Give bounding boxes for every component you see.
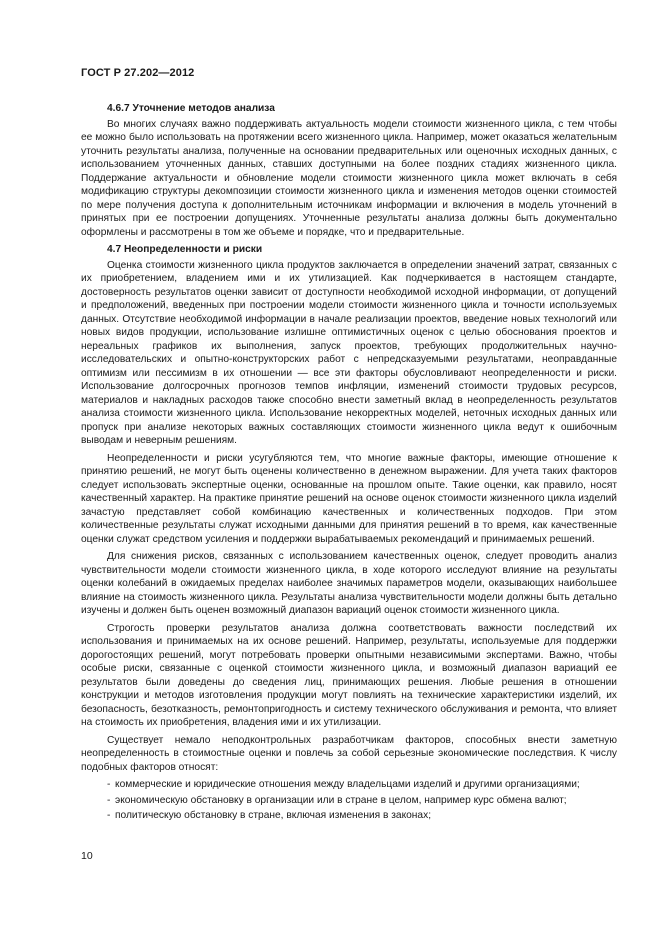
standard-header: ГОСТ Р 27.202—2012 <box>81 67 195 79</box>
list-item: - экономическую обстановку в организации или в стране в целом, например курс обмена валют; <box>81 794 617 808</box>
list-item: - коммерческие и юридические отношения между владельцами изделий и другими организациями; <box>81 778 617 792</box>
paragraph: Строгость проверки результатов анализа должна соответствовать важности последствий их использования и принимаемых на их основе решений. Например, результаты, используемые для поддержки дорогостоящих решений, могут потребовать проверки опытными независимыми экспертами. Важно, чтобы особые риски, связанные с оценкой стоимости жизненного цикла, и возможный диапазон вариаций ее результатов были доведены до сведения лиц, принимающих решения. Любые решения в отношении конструкции и методов изготовления продукции могут повлиять на технические характеристики изделий, их безопасность, безотказность, ремонтопригодность и систему технического обслуживания и ремонта, что влияет на стоимость их приобретения, владения ими и их утилизации. <box>81 622 617 728</box>
paragraph: Во многих случаях важно поддерживать актуальность модели стоимости жизненного цикла, с тем чтобы ее можно было использовать на протяжении всего жизненного цикла. Например, может оказаться желательным уточнить результаты анализа, полученные на основании предварительных или оценочных исходных данных, с использованием уточненных данных, ставших доступными на более поздних стадиях жизненного цикла. Поддержание актуальности и обновление модели стоимости жизненного цикла может включать в себя модификацию структуры декомпозиции стоимости жизненного цикла и изменения методов оценки стоимостей по мере получения доступа к дополнительным источникам информации и включения в модель уточнений в принятых при ее построении допущениях. Уточненные результаты анализа должны быть документально оформлены и рассмотрены в том же объеме и порядке, что и предварительные. <box>81 118 617 238</box>
factor-list <box>81 778 617 823</box>
section-heading-4-7: 4.7 Неопределенности и риски <box>107 244 263 255</box>
paragraph: Оценка стоимости жизненного цикла продуктов заключается в определении значений затрат, связанных с их приобретением, владением ими и их утилизацией. Как подчеркивается в настоящем стандарте, достоверность результатов оценки зависит от доступности необходимой исходной информации, от допущений и предположений, введенных при построении модели стоимости жизненного цикла и точности используемых данных. Отсутствие необходимой информации в начале реализации проектов, введение новых технологий или новых видов продукции, использование излишне оптимистичных оценок с целью обоснования проектов и нереальных графиков их выполнения, запуск проектов, требующих продолжительных научно-исследовательских и опытно-конструкторских работ с непредсказуемыми результатами, неоправданные оптимизм или пессимизм в их отношении — все эти факторы обусловливают неопределенности и риски. Использование долгосрочных прогнозов темпов инфляции, изменений стоимости трудовых ресурсов, материалов и накладных расходов также способно внести заметный вклад в неопределенность результатов анализа стоимости жизненного цикла. Использование некорректных моделей, неточных исходных данных или пропуск при анализе некоторых важных составляющих стоимости жизненного цикла ведут к ошибочным выводам и неверным решениям. <box>81 259 617 446</box>
page-content <box>81 102 617 825</box>
list-item: - политическую обстановку в стране, включая изменения в законах; <box>81 809 617 823</box>
section-heading-4-6-7: 4.6.7 Уточнение методов анализа <box>107 103 275 114</box>
paragraph: Для снижения рисков, связанных с использованием качественных оценок, следует проводить анализ чувствительности модели стоимости жизненного цикла, в ходе которого исследуют влияние на результаты оценки колебаний в ожидаемых пределах наиболее значимых параметров модели, оказывающих наибольшее влияние на стоимость жизненного цикла. Результаты анализа чувствительности модели должны быть детально изучены и должен быть оценен возможный диапазон вариаций оценок стоимости жизненного цикла. <box>81 551 617 616</box>
page-number: 10 <box>81 850 93 862</box>
paragraph: Неопределенности и риски усугубляются тем, что многие важные факторы, имеющие отношение к принятию решений, не могут быть оценены количественно в денежном выражении. Для учета таких факторов следует использовать экспертные оценки, основанные на прошлом опыте. Такие оценки, как правило, носят качественный характер. На практике принятие решений на основе оценок стоимости жизненного цикла изделий зачастую представляет собой комбинацию качественных и количественных подходов. При этом количественные результаты служат исходными данными для принятия решений в то время, как качественные оценки служат средством усиления и поддержки вырабатываемых рекомендаций и принимаемых решений. <box>81 452 617 545</box>
paragraph: Существует немало неподконтрольных разработчикам факторов, способных внести заметную неопределенность в стоимостные оценки и повлечь за собой серьезные экономические последствия. К числу подобных факторов относят: <box>81 734 617 773</box>
